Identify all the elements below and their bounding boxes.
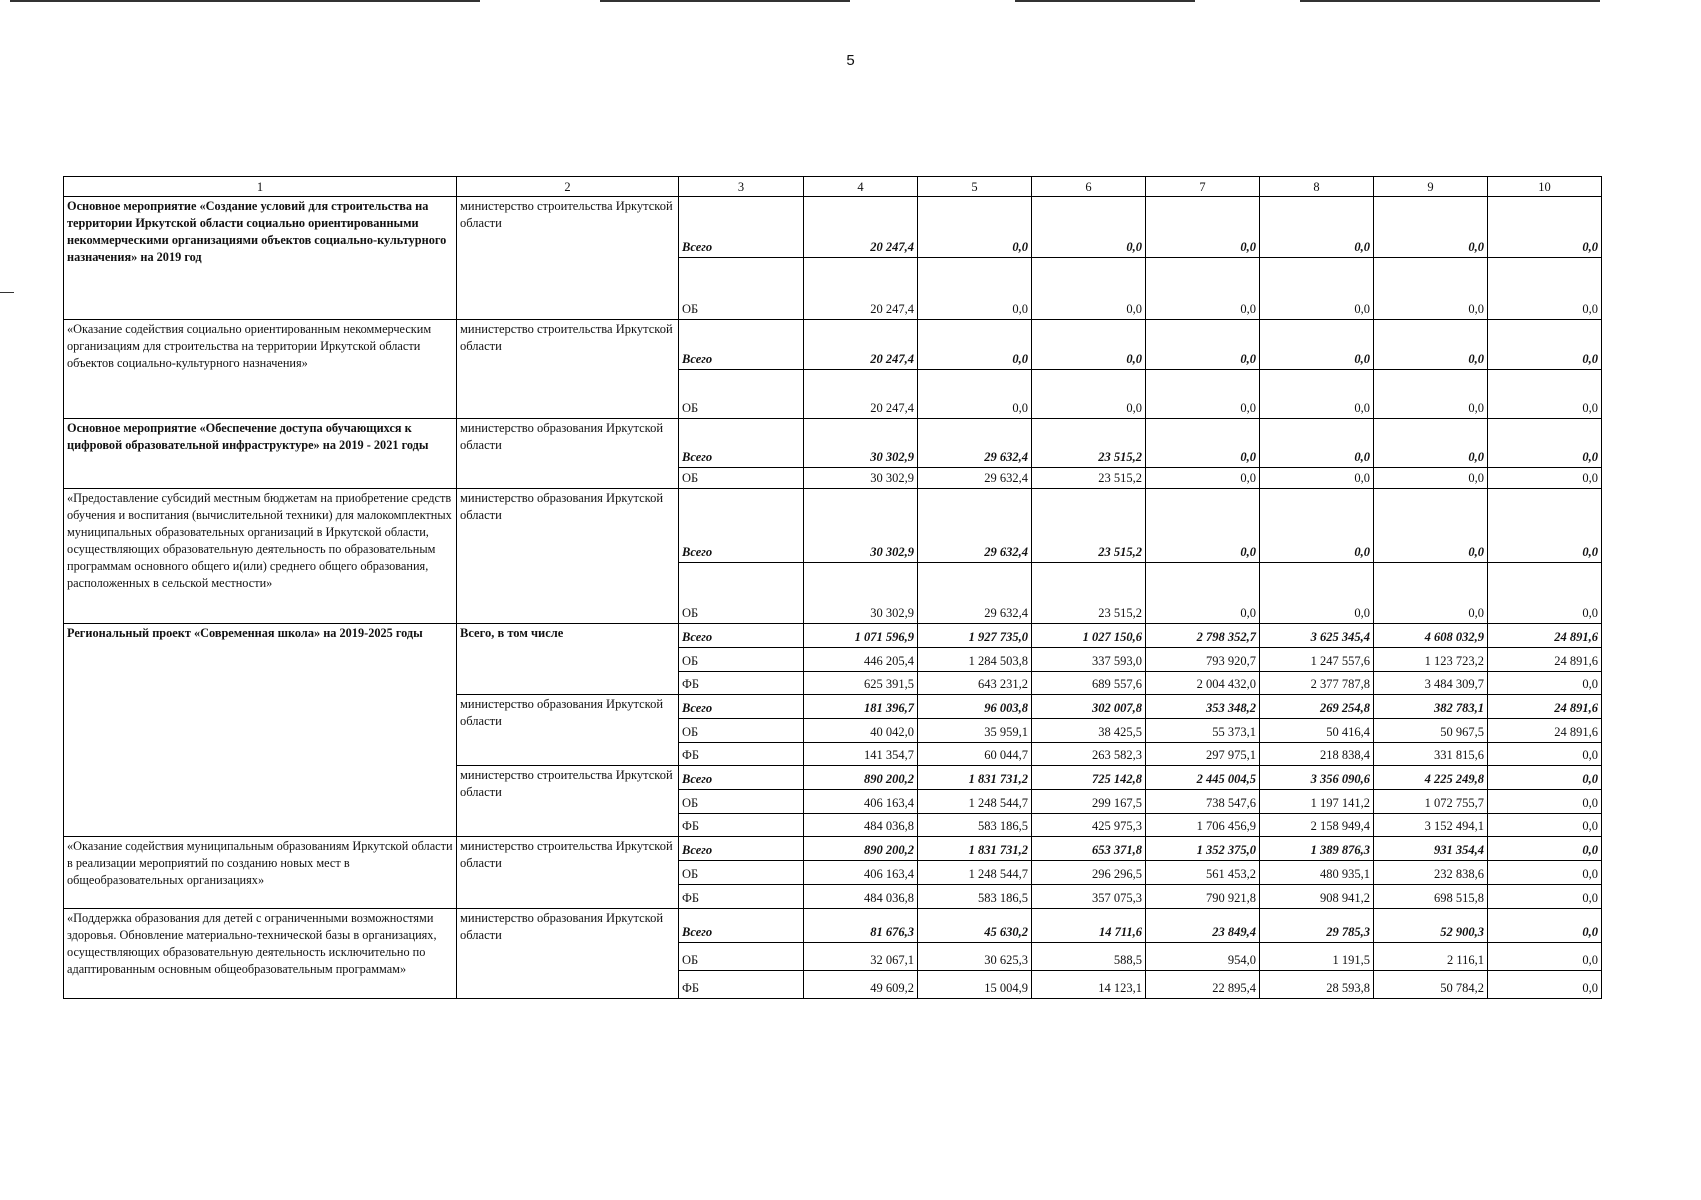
amount-cell: 15 004,9 xyxy=(918,971,1032,999)
column-number-header: 7 xyxy=(1146,177,1260,197)
funding-source-cell: ФБ xyxy=(679,885,804,909)
amount-cell: 4 608 032,9 xyxy=(1374,624,1488,648)
amount-cell: 1 831 731,2 xyxy=(918,766,1032,790)
funding-source-cell: ОБ xyxy=(679,861,804,885)
amount-cell: 0,0 xyxy=(1260,563,1374,624)
funding-source-cell: ФБ xyxy=(679,971,804,999)
amount-cell: 24 891,6 xyxy=(1488,624,1602,648)
amount-cell: 1 706 456,9 xyxy=(1146,814,1260,837)
amount-cell: 1 352 375,0 xyxy=(1146,837,1260,861)
amount-cell: 931 354,4 xyxy=(1374,837,1488,861)
amount-cell: 50 416,4 xyxy=(1260,719,1374,743)
amount-cell: 0,0 xyxy=(1260,320,1374,370)
amount-cell: 232 838,6 xyxy=(1374,861,1488,885)
table-row xyxy=(64,197,1602,258)
table-row xyxy=(64,909,1602,943)
amount-cell: 2 798 352,7 xyxy=(1146,624,1260,648)
amount-cell: 0,0 xyxy=(1260,370,1374,419)
amount-cell: 30 625,3 xyxy=(918,943,1032,971)
amount-cell: 1 072 755,7 xyxy=(1374,790,1488,814)
amount-cell: 45 630,2 xyxy=(918,909,1032,943)
amount-cell: 29 632,4 xyxy=(918,468,1032,489)
funding-source-cell: ОБ xyxy=(679,943,804,971)
executor-cell: министерство образования Иркутской области xyxy=(457,909,679,999)
amount-cell: 3 152 494,1 xyxy=(1374,814,1488,837)
amount-cell: 22 895,4 xyxy=(1146,971,1260,999)
amount-cell: 689 557,6 xyxy=(1032,672,1146,695)
amount-cell: 96 003,8 xyxy=(918,695,1032,719)
amount-cell: 0,0 xyxy=(1032,320,1146,370)
amount-cell: 0,0 xyxy=(1260,468,1374,489)
amount-cell: 1 071 596,9 xyxy=(804,624,918,648)
measure-name: «Предоставление субсидий местным бюджетам на приобретение средств обучения и воспитания (вычислительной техники) для малокомплектных муниципальных образовательных организаций в Иркутской области, осуществляющих образовательную деятельность по образовательным программам основного общего и(или) среднего общего образования, расположенных в сельской местности» xyxy=(64,489,457,624)
amount-cell: 4 225 249,8 xyxy=(1374,766,1488,790)
amount-cell: 2 158 949,4 xyxy=(1260,814,1374,837)
amount-cell: 40 042,0 xyxy=(804,719,918,743)
amount-cell: 2 377 787,8 xyxy=(1260,672,1374,695)
funding-source-cell: Всего xyxy=(679,909,804,943)
measure-name: «Оказание содействия социально ориентированным некоммерческим организациям для строительства на территории Иркутской области объектов социально-культурного назначения» xyxy=(64,320,457,419)
funding-source-cell: Всего xyxy=(679,320,804,370)
amount-cell: 484 036,8 xyxy=(804,814,918,837)
amount-cell: 331 815,6 xyxy=(1374,743,1488,766)
amount-cell: 0,0 xyxy=(1146,197,1260,258)
amount-cell: 0,0 xyxy=(1374,468,1488,489)
amount-cell: 0,0 xyxy=(1146,563,1260,624)
amount-cell: 425 975,3 xyxy=(1032,814,1146,837)
amount-cell: 50 784,2 xyxy=(1374,971,1488,999)
page-number: 5 xyxy=(846,52,855,69)
amount-cell: 0,0 xyxy=(1374,197,1488,258)
amount-cell: 0,0 xyxy=(1032,370,1146,419)
amount-cell: 1 191,5 xyxy=(1260,943,1374,971)
scan-edge-line xyxy=(600,0,850,2)
amount-cell: 1 248 544,7 xyxy=(918,790,1032,814)
amount-cell: 908 941,2 xyxy=(1260,885,1374,909)
funding-source-cell: ОБ xyxy=(679,719,804,743)
amount-cell: 0,0 xyxy=(1374,370,1488,419)
amount-cell: 0,0 xyxy=(1374,258,1488,320)
amount-cell: 20 247,4 xyxy=(804,197,918,258)
amount-cell: 299 167,5 xyxy=(1032,790,1146,814)
amount-cell: 725 142,8 xyxy=(1032,766,1146,790)
amount-cell: 0,0 xyxy=(1488,837,1602,861)
amount-cell: 0,0 xyxy=(1488,197,1602,258)
funding-source-cell: Всего xyxy=(679,197,804,258)
amount-cell: 35 959,1 xyxy=(918,719,1032,743)
executor-cell: министерство строительства Иркутской области xyxy=(457,837,679,909)
table-row xyxy=(64,837,1602,861)
amount-cell: 353 348,2 xyxy=(1146,695,1260,719)
amount-cell: 0,0 xyxy=(1488,468,1602,489)
amount-cell: 337 593,0 xyxy=(1032,648,1146,672)
scan-edge-line xyxy=(10,0,480,2)
amount-cell: 0,0 xyxy=(1488,563,1602,624)
amount-cell: 643 231,2 xyxy=(918,672,1032,695)
amount-cell: 0,0 xyxy=(918,258,1032,320)
measure-name: Региональный проект «Современная школа» на 2019-2025 годы xyxy=(64,624,457,837)
amount-cell: 561 453,2 xyxy=(1146,861,1260,885)
amount-cell: 269 254,8 xyxy=(1260,695,1374,719)
amount-cell: 1 927 735,0 xyxy=(918,624,1032,648)
amount-cell: 141 354,7 xyxy=(804,743,918,766)
amount-cell: 49 609,2 xyxy=(804,971,918,999)
funding-source-cell: ФБ xyxy=(679,743,804,766)
scan-edge-line xyxy=(1015,0,1195,2)
amount-cell: 3 625 345,4 xyxy=(1260,624,1374,648)
amount-cell: 20 247,4 xyxy=(804,370,918,419)
funding-source-cell: ОБ xyxy=(679,258,804,320)
column-number-header: 4 xyxy=(804,177,918,197)
amount-cell: 0,0 xyxy=(1488,790,1602,814)
amount-cell: 1 284 503,8 xyxy=(918,648,1032,672)
amount-cell: 0,0 xyxy=(1488,814,1602,837)
amount-cell: 81 676,3 xyxy=(804,909,918,943)
table-row xyxy=(64,624,1602,648)
amount-cell: 0,0 xyxy=(1374,489,1488,563)
amount-cell: 60 044,7 xyxy=(918,743,1032,766)
amount-cell: 0,0 xyxy=(1488,489,1602,563)
amount-cell: 583 186,5 xyxy=(918,885,1032,909)
executor-cell: Всего, в том числе xyxy=(457,624,679,695)
amount-cell: 0,0 xyxy=(1260,258,1374,320)
amount-cell: 954,0 xyxy=(1146,943,1260,971)
amount-cell: 297 975,1 xyxy=(1146,743,1260,766)
amount-cell: 24 891,6 xyxy=(1488,719,1602,743)
amount-cell: 29 632,4 xyxy=(918,489,1032,563)
scan-edge-line xyxy=(1300,0,1600,2)
executor-cell: министерство образования Иркутской области xyxy=(457,489,679,624)
amount-cell: 0,0 xyxy=(1488,672,1602,695)
amount-cell: 357 075,3 xyxy=(1032,885,1146,909)
amount-cell: 20 247,4 xyxy=(804,258,918,320)
funding-source-cell: ФБ xyxy=(679,672,804,695)
funding-source-cell: Всего xyxy=(679,489,804,563)
amount-cell: 1 197 141,2 xyxy=(1260,790,1374,814)
amount-cell: 480 935,1 xyxy=(1260,861,1374,885)
budget-table xyxy=(63,176,1602,999)
executor-cell: министерство образования Иркутской области xyxy=(457,419,679,489)
amount-cell: 28 593,8 xyxy=(1260,971,1374,999)
amount-cell: 793 920,7 xyxy=(1146,648,1260,672)
amount-cell: 0,0 xyxy=(1488,370,1602,419)
amount-cell: 29 632,4 xyxy=(918,563,1032,624)
table-row xyxy=(64,419,1602,468)
amount-cell: 30 302,9 xyxy=(804,419,918,468)
amount-cell: 218 838,4 xyxy=(1260,743,1374,766)
amount-cell: 50 967,5 xyxy=(1374,719,1488,743)
amount-cell: 0,0 xyxy=(1260,489,1374,563)
table-row xyxy=(64,320,1602,370)
amount-cell: 0,0 xyxy=(1374,419,1488,468)
amount-cell: 0,0 xyxy=(1146,419,1260,468)
amount-cell: 653 371,8 xyxy=(1032,837,1146,861)
funding-source-cell: ФБ xyxy=(679,814,804,837)
funding-source-cell: Всего xyxy=(679,419,804,468)
amount-cell: 0,0 xyxy=(1032,197,1146,258)
column-number-header: 9 xyxy=(1374,177,1488,197)
amount-cell: 14 123,1 xyxy=(1032,971,1146,999)
amount-cell: 738 547,6 xyxy=(1146,790,1260,814)
amount-cell: 0,0 xyxy=(1374,320,1488,370)
amount-cell: 296 296,5 xyxy=(1032,861,1146,885)
amount-cell: 30 302,9 xyxy=(804,468,918,489)
measure-name: «Оказание содействия муниципальным образованиям Иркутской области в реализации мероприятий по созданию новых мест в общеобразовательных организациях» xyxy=(64,837,457,909)
amount-cell: 0,0 xyxy=(1488,909,1602,943)
amount-cell: 0,0 xyxy=(918,370,1032,419)
amount-cell: 0,0 xyxy=(918,320,1032,370)
column-number-header: 5 xyxy=(918,177,1032,197)
column-number-header: 3 xyxy=(679,177,804,197)
amount-cell: 0,0 xyxy=(1488,885,1602,909)
amount-cell: 446 205,4 xyxy=(804,648,918,672)
amount-cell: 1 123 723,2 xyxy=(1374,648,1488,672)
amount-cell: 0,0 xyxy=(1146,489,1260,563)
funding-source-cell: ОБ xyxy=(679,563,804,624)
amount-cell: 2 004 432,0 xyxy=(1146,672,1260,695)
amount-cell: 2 445 004,5 xyxy=(1146,766,1260,790)
amount-cell: 30 302,9 xyxy=(804,563,918,624)
funding-source-cell: ОБ xyxy=(679,648,804,672)
amount-cell: 382 783,1 xyxy=(1374,695,1488,719)
measure-name: Основное мероприятие «Обеспечение доступа обучающихся к цифровой образовательной инфраструктуре» на 2019 - 2021 годы xyxy=(64,419,457,489)
amount-cell: 406 163,4 xyxy=(804,790,918,814)
amount-cell: 263 582,3 xyxy=(1032,743,1146,766)
amount-cell: 32 067,1 xyxy=(804,943,918,971)
executor-cell: министерство образования Иркутской области xyxy=(457,695,679,766)
amount-cell: 1 248 544,7 xyxy=(918,861,1032,885)
amount-cell: 3 356 090,6 xyxy=(1260,766,1374,790)
amount-cell: 0,0 xyxy=(1488,766,1602,790)
amount-cell: 1 389 876,3 xyxy=(1260,837,1374,861)
measure-name: Основное мероприятие «Создание условий для строительства на территории Иркутской области социально ориентированными некоммерческими организациями объектов социально-культурного назначения» на 2019 год xyxy=(64,197,457,320)
amount-cell: 1 831 731,2 xyxy=(918,837,1032,861)
amount-cell: 890 200,2 xyxy=(804,766,918,790)
executor-cell: министерство строительства Иркутской области xyxy=(457,766,679,837)
funding-source-cell: Всего xyxy=(679,695,804,719)
amount-cell: 23 515,2 xyxy=(1032,468,1146,489)
measure-name: «Поддержка образования для детей с ограниченными возможностями здоровья. Обновление материально-технической базы в организациях, осуществляющих образовательную деятельность исключительно по адаптированным основным общеобразовательным программам» xyxy=(64,909,457,999)
amount-cell: 23 515,2 xyxy=(1032,419,1146,468)
executor-cell: министерство строительства Иркутской области xyxy=(457,320,679,419)
amount-cell: 0,0 xyxy=(1488,320,1602,370)
header-row xyxy=(64,177,1602,197)
amount-cell: 0,0 xyxy=(1488,971,1602,999)
amount-cell: 52 900,3 xyxy=(1374,909,1488,943)
amount-cell: 20 247,4 xyxy=(804,320,918,370)
amount-cell: 0,0 xyxy=(1032,258,1146,320)
amount-cell: 24 891,6 xyxy=(1488,648,1602,672)
amount-cell: 3 484 309,7 xyxy=(1374,672,1488,695)
amount-cell: 23 515,2 xyxy=(1032,489,1146,563)
amount-cell: 583 186,5 xyxy=(918,814,1032,837)
table-body xyxy=(64,177,1602,999)
amount-cell: 23 849,4 xyxy=(1146,909,1260,943)
amount-cell: 181 396,7 xyxy=(804,695,918,719)
funding-source-cell: Всего xyxy=(679,837,804,861)
amount-cell: 0,0 xyxy=(1488,943,1602,971)
amount-cell: 14 711,6 xyxy=(1032,909,1146,943)
amount-cell: 302 007,8 xyxy=(1032,695,1146,719)
column-number-header: 10 xyxy=(1488,177,1602,197)
amount-cell: 1 247 557,6 xyxy=(1260,648,1374,672)
amount-cell: 1 027 150,6 xyxy=(1032,624,1146,648)
amount-cell: 890 200,2 xyxy=(804,837,918,861)
amount-cell: 0,0 xyxy=(1146,468,1260,489)
amount-cell: 2 116,1 xyxy=(1374,943,1488,971)
amount-cell: 0,0 xyxy=(1146,258,1260,320)
amount-cell: 0,0 xyxy=(1146,370,1260,419)
amount-cell: 0,0 xyxy=(1260,419,1374,468)
column-number-header: 6 xyxy=(1032,177,1146,197)
column-number-header: 2 xyxy=(457,177,679,197)
amount-cell: 484 036,8 xyxy=(804,885,918,909)
amount-cell: 0,0 xyxy=(918,197,1032,258)
funding-source-cell: Всего xyxy=(679,624,804,648)
amount-cell: 790 921,8 xyxy=(1146,885,1260,909)
amount-cell: 29 785,3 xyxy=(1260,909,1374,943)
table-row xyxy=(64,489,1602,563)
amount-cell: 698 515,8 xyxy=(1374,885,1488,909)
amount-cell: 625 391,5 xyxy=(804,672,918,695)
column-number-header: 8 xyxy=(1260,177,1374,197)
amount-cell: 0,0 xyxy=(1146,320,1260,370)
executor-cell: министерство строительства Иркутской области xyxy=(457,197,679,320)
amount-cell: 29 632,4 xyxy=(918,419,1032,468)
amount-cell: 588,5 xyxy=(1032,943,1146,971)
scan-edge-line xyxy=(0,292,14,293)
amount-cell: 55 373,1 xyxy=(1146,719,1260,743)
amount-cell: 0,0 xyxy=(1488,419,1602,468)
amount-cell: 406 163,4 xyxy=(804,861,918,885)
amount-cell: 30 302,9 xyxy=(804,489,918,563)
amount-cell: 0,0 xyxy=(1488,743,1602,766)
amount-cell: 0,0 xyxy=(1488,258,1602,320)
amount-cell: 38 425,5 xyxy=(1032,719,1146,743)
funding-source-cell: ОБ xyxy=(679,790,804,814)
amount-cell: 0,0 xyxy=(1374,563,1488,624)
column-number-header: 1 xyxy=(64,177,457,197)
amount-cell: 0,0 xyxy=(1488,861,1602,885)
amount-cell: 0,0 xyxy=(1260,197,1374,258)
funding-source-cell: ОБ xyxy=(679,370,804,419)
amount-cell: 24 891,6 xyxy=(1488,695,1602,719)
funding-source-cell: Всего xyxy=(679,766,804,790)
funding-source-cell: ОБ xyxy=(679,468,804,489)
amount-cell: 23 515,2 xyxy=(1032,563,1146,624)
